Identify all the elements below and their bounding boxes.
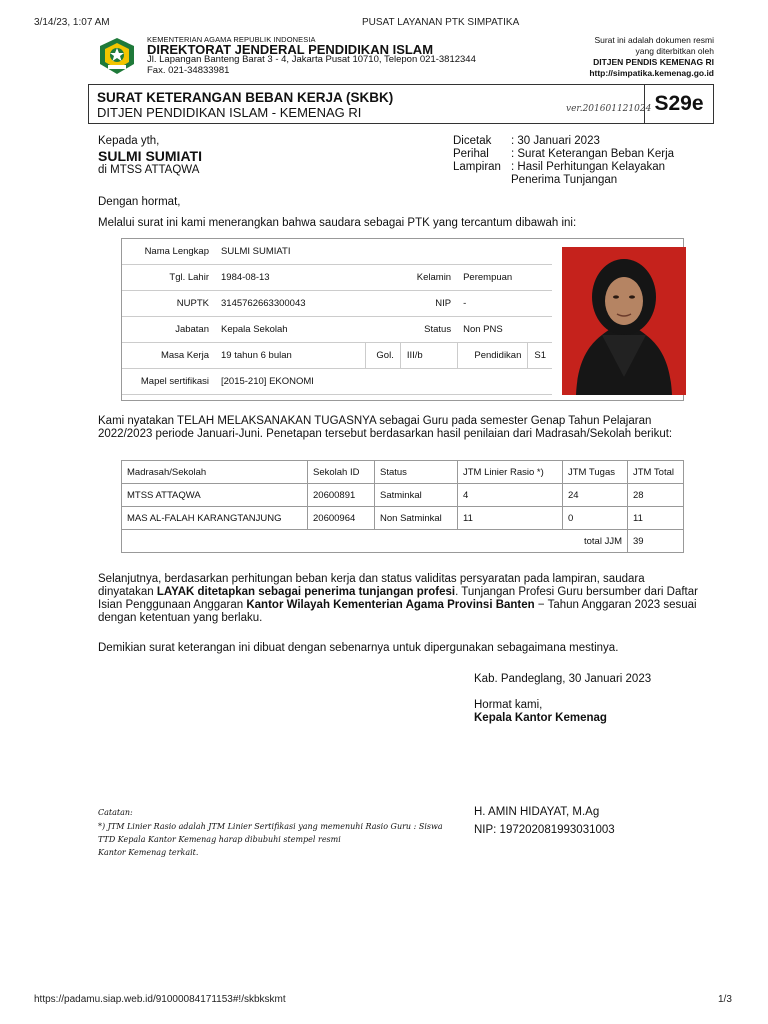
col-header: Sekolah ID	[308, 461, 375, 484]
profile-position-label: Jabatan	[122, 317, 215, 343]
meta-subject-label: Perihal	[453, 148, 489, 160]
note-line-2: TTD Kepala Kantor Kemenag harap dibubuhi stempel resmi	[98, 835, 341, 844]
note-line: DITJEN PENDIS KEMENAG RI	[593, 57, 714, 67]
conclusion-text: . Tunjangan Profesi Guru bersumber dari Daftar	[455, 586, 698, 598]
recipient-name: SULMI SUMIATI	[98, 148, 202, 164]
table-row	[122, 507, 684, 530]
print-page-title: PUSAT LAYANAN PTK SIMPATIKA	[362, 17, 520, 28]
official-document-note	[494, 35, 714, 79]
cell: 20600891	[308, 484, 375, 507]
profile-cert-label: Mapel sertifikasi	[122, 369, 215, 395]
print-page-number: 1/3	[718, 994, 732, 1005]
total-label: total JJM	[122, 530, 628, 553]
profile-tenure-label: Masa Kerja	[122, 343, 215, 369]
budget-office: Kantor Wilayah Kementerian Agama Provinsi Banten	[246, 599, 535, 611]
profile-gender-value: Perempuan	[457, 265, 552, 291]
col-header: Status	[375, 461, 458, 484]
table-total-row	[122, 530, 684, 553]
cell: Satminkal	[375, 484, 458, 507]
profile-nip-label: NIP	[400, 291, 457, 317]
meta-printed-value: : 30 Januari 2023	[511, 135, 600, 147]
intro-text: Melalui surat ini kami menerangkan bahwa saudara sebagai PTK yang tercantum dibawah ini:	[98, 217, 577, 229]
profile-name-label: Nama Lengkap	[122, 239, 215, 265]
conclusion-line-1: Selanjutnya, berdasarkan perhitungan beban kerja dan status validitas persyaratan pada lampiran, saudara	[98, 573, 645, 585]
profile-gender-label: Kelamin	[400, 265, 457, 291]
greeting: Dengan hormat,	[98, 196, 181, 208]
meta-subject-value: : Surat Keterangan Beban Kerja	[511, 148, 675, 160]
cell: 4	[458, 484, 563, 507]
note-url: http://simpatika.kemenag.go.id	[589, 68, 714, 78]
notes-heading: Catatan:	[98, 808, 133, 817]
signer-nip: NIP: 197202081993031003	[474, 824, 615, 836]
meta-attachment-value-2: Penerima Tunjangan	[511, 174, 618, 186]
table-row	[122, 484, 684, 507]
print-datetime: 3/14/23, 1:07 AM	[34, 17, 110, 28]
note-line: Surat ini adalah dokumen resmi	[594, 35, 714, 45]
profile-status-value: Non PNS	[457, 317, 552, 343]
recipient-place: di MTSS ATTAQWA	[98, 164, 200, 176]
conclusion-line-4: dengan ketentuan yang berlaku.	[98, 612, 263, 624]
profile-dob-label: Tgl. Lahir	[122, 265, 215, 291]
note-line: yang diterbitkan oleh	[635, 46, 714, 56]
profile-grade-value: III/b	[400, 343, 457, 369]
teacher-photo	[562, 247, 686, 395]
col-header: Madrasah/Sekolah	[122, 461, 308, 484]
print-url: https://padamu.siap.web.id/91000084171153#!/skbkskmt	[34, 994, 286, 1005]
note-line-3: Kantor Kemenag terkait.	[98, 848, 199, 857]
profile-name-value: SULMI SUMIATI	[215, 239, 552, 265]
profile-status-label: Status	[400, 317, 457, 343]
cell: 28	[628, 484, 684, 507]
total-value: 39	[628, 530, 684, 553]
signature-role: Kepala Kantor Kemenag	[474, 712, 607, 724]
kemenag-logo	[96, 36, 138, 76]
ministry-name: KEMENTERIAN AGAMA REPUBLIK INDONESIA	[147, 35, 316, 44]
meta-attachment-value: : Hasil Perhitungan Kelayakan	[511, 161, 666, 173]
document-code: S29e	[644, 85, 713, 123]
cell: Non Satminkal	[375, 507, 458, 530]
cell: 0	[563, 507, 628, 530]
cell: 20600964	[308, 507, 375, 530]
signature-place-date: Kab. Pandeglang, 30 Januari 2023	[474, 673, 652, 685]
cell: 11	[628, 507, 684, 530]
cell: MTSS ATTAQWA	[122, 484, 308, 507]
signature-regards: Hormat kami,	[474, 699, 543, 711]
profile-education-value: S1	[528, 343, 552, 369]
eligibility-status: LAYAK ditetapkan sebagai penerima tunjangan profesi	[156, 586, 456, 598]
recipient-label: Kepada yth,	[98, 135, 160, 147]
col-header: JTM Linier Rasio *)	[458, 461, 563, 484]
schools-table	[121, 460, 684, 553]
col-header: JTM Total	[628, 461, 684, 484]
profile-education-label: Pendidikan	[457, 343, 528, 369]
statement-line-2: 2022/2023 periode Januari-Juni. Penetapan tersebut berdasarkan hasil penilaian dari Madrasah/Sekolah berikut:	[98, 428, 673, 440]
title-box	[88, 84, 714, 124]
directorate-name: DIREKTORAT JENDERAL PENDIDIKAN ISLAM	[147, 42, 434, 57]
profile-tenure-value: 19 tahun 6 bulan	[215, 343, 365, 369]
profile-grade-label: Gol.	[365, 343, 400, 369]
directorate-address: Jl. Lapangan Banteng Barat 3 - 4, Jakarta Pusat 10710, Telepon 021-3812344	[147, 54, 476, 65]
directorate-fax: Fax. 021-34833981	[147, 65, 230, 76]
col-header: JTM Tugas	[563, 461, 628, 484]
meta-attachment-label: Lampiran	[453, 161, 501, 173]
profile-position-value: Kepala Sekolah	[215, 317, 400, 343]
conclusion-text: − Tahun Anggaran 2023 sesuai	[534, 599, 697, 611]
cell: 24	[563, 484, 628, 507]
document-version: ver.201601121024	[566, 104, 652, 114]
profile-cert-value: [2015-210] EKONOMI	[215, 369, 552, 395]
document-title: SURAT KETERANGAN BEBAN KERJA (SKBK)	[97, 90, 394, 105]
profile-table	[122, 239, 552, 395]
closing-text: Demikian surat keterangan ini dibuat dengan sebenarnya untuk dipergunakan sebagaimana mestinya.	[98, 642, 619, 654]
profile-nuptk-value: 3145762663300043	[215, 291, 400, 317]
cell: MAS AL-FALAH KARANGTANJUNG	[122, 507, 308, 530]
conclusion-text: dinyatakan	[98, 586, 157, 598]
statement-line-1: Kami nyatakan TELAH MELAKSANAKAN TUGASNYA sebagai Guru pada semester Genap Tahun Pelajaran	[98, 415, 652, 427]
signer-name: H. AMIN HIDAYAT, M.Ag	[474, 806, 600, 818]
note-line-1: *) JTM Linier Rasio adalah JTM Linier Sertifikasi yang memenuhi Rasio Guru : Siswa	[98, 822, 443, 831]
profile-nuptk-label: NUPTK	[122, 291, 215, 317]
profile-nip-value: -	[457, 291, 552, 317]
profile-dob-value: 1984-08-13	[215, 265, 400, 291]
table-header-row	[122, 461, 684, 484]
meta-printed-label: Dicetak	[453, 135, 492, 147]
cell: 11	[458, 507, 563, 530]
document-subtitle: DITJEN PENDIDIKAN ISLAM - KEMENAG RI	[97, 105, 362, 120]
conclusion-text: Isian Penggunaan Anggaran	[98, 599, 247, 611]
